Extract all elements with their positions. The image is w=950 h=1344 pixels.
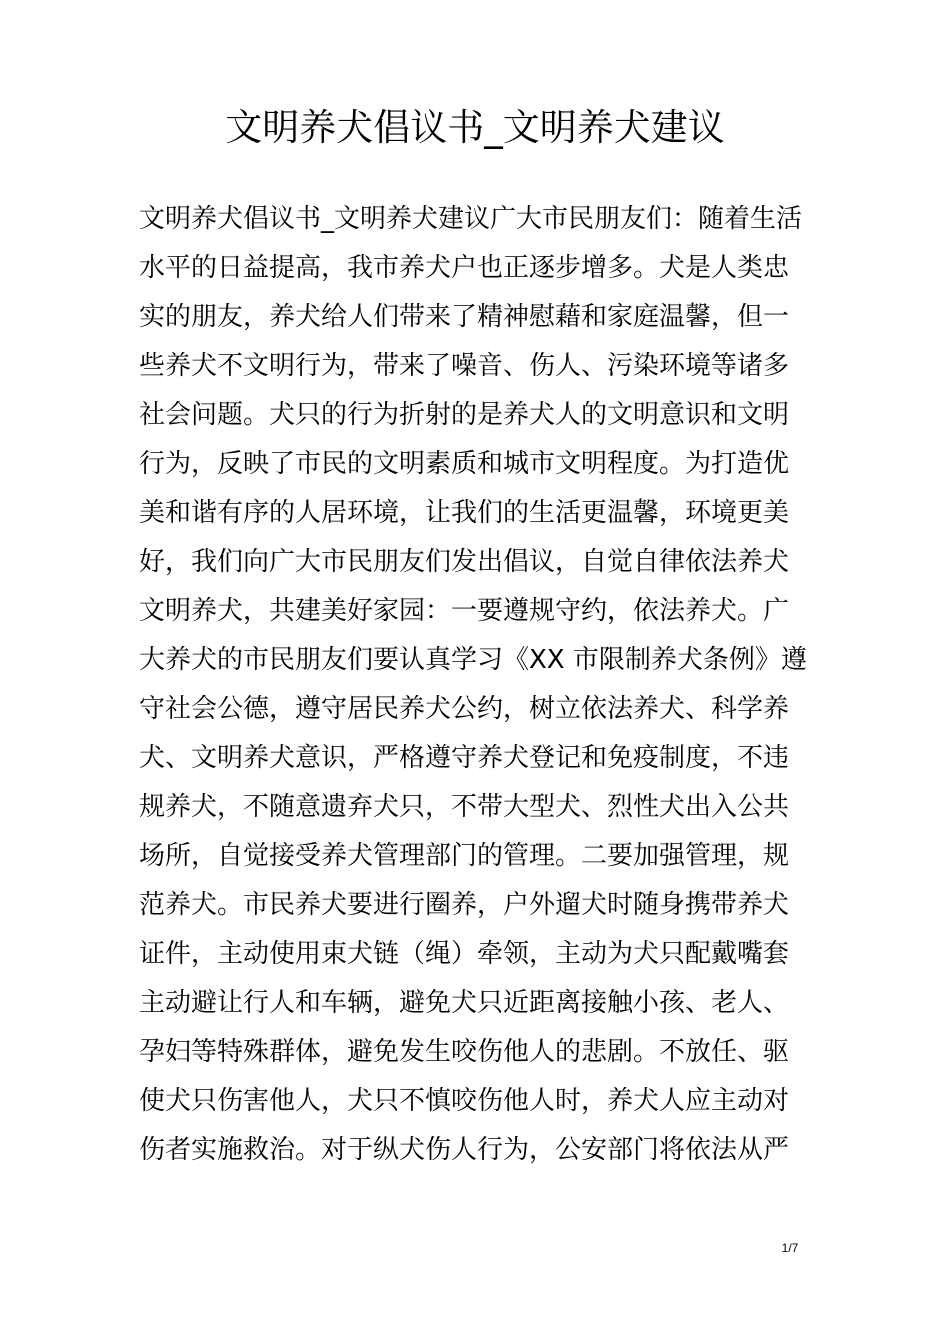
body-line: 社会问题。犬只的行为折射的是养犬人的文明意识和文明 (139, 400, 790, 430)
body-line: 些养犬不文明行为，带来了噪音、伤人、污染环境等诸多 (139, 351, 790, 381)
body-line: 文明养犬倡议书_文明养犬建议广大市民朋友们：随着生活 (139, 204, 803, 234)
page-number: 1/7 (781, 1241, 799, 1255)
body-line: 伤者实施救治。对于纵犬伤人行为，公安部门将依法从严 (139, 1135, 790, 1165)
body-line: 主动避让行人和车辆，避免犬只近距离接触小孩、老人、 (139, 988, 790, 1018)
body-line: 文明养犬，共建美好家园：一要遵规守约，依法养犬。广 (139, 596, 790, 626)
body-line: 守社会公德，遵守居民养犬公约，树立依法养犬、科学养 (139, 694, 790, 724)
body-line: 实的朋友，养犬给人们带来了精神慰藉和家庭温馨，但一 (139, 302, 790, 332)
body-line: 美和谐有序的人居环境，让我们的生活更温馨，环境更美 (139, 498, 790, 528)
body-line: 行为，反映了市民的文明素质和城市文明程度。为打造优 (139, 449, 790, 479)
body-line: 使犬只伤害他人，犬只不慎咬伤他人时，养犬人应主动对 (139, 1086, 790, 1116)
document-title: 文明养犬倡议书_文明养犬建议 (225, 106, 725, 149)
body-line: 水平的日益提高，我市养犬户也正逐步增多。犬是人类忠 (139, 253, 790, 283)
body-line: 犬、文明养犬意识，严格遵守养犬登记和免疫制度，不违 (139, 743, 790, 773)
document-body (139, 195, 829, 1175)
body-line: 场所，自觉接受养犬管理部门的管理。二要加强管理，规 (139, 841, 790, 871)
body-line: 规养犬，不随意遗弃犬只，不带大型犬、烈性犬出入公共 (139, 792, 790, 822)
body-line: 证件，主动使用束犬链（绳）牵领，主动为犬只配戴嘴套 (139, 939, 790, 969)
body-line: 孕妇等特殊群体，避免发生咬伤他人的悲剧。不放任、驱 (139, 1037, 790, 1067)
body-line: 范养犬。市民养犬要进行圈养，户外遛犬时随身携带养犬 (139, 890, 790, 920)
body-line: 大养犬的市民朋友们要认真学习《XX 市限制养犬条例》遵 (139, 645, 807, 675)
body-line: 好，我们向广大市民朋友们发出倡议，自觉自律依法养犬 (139, 547, 790, 577)
